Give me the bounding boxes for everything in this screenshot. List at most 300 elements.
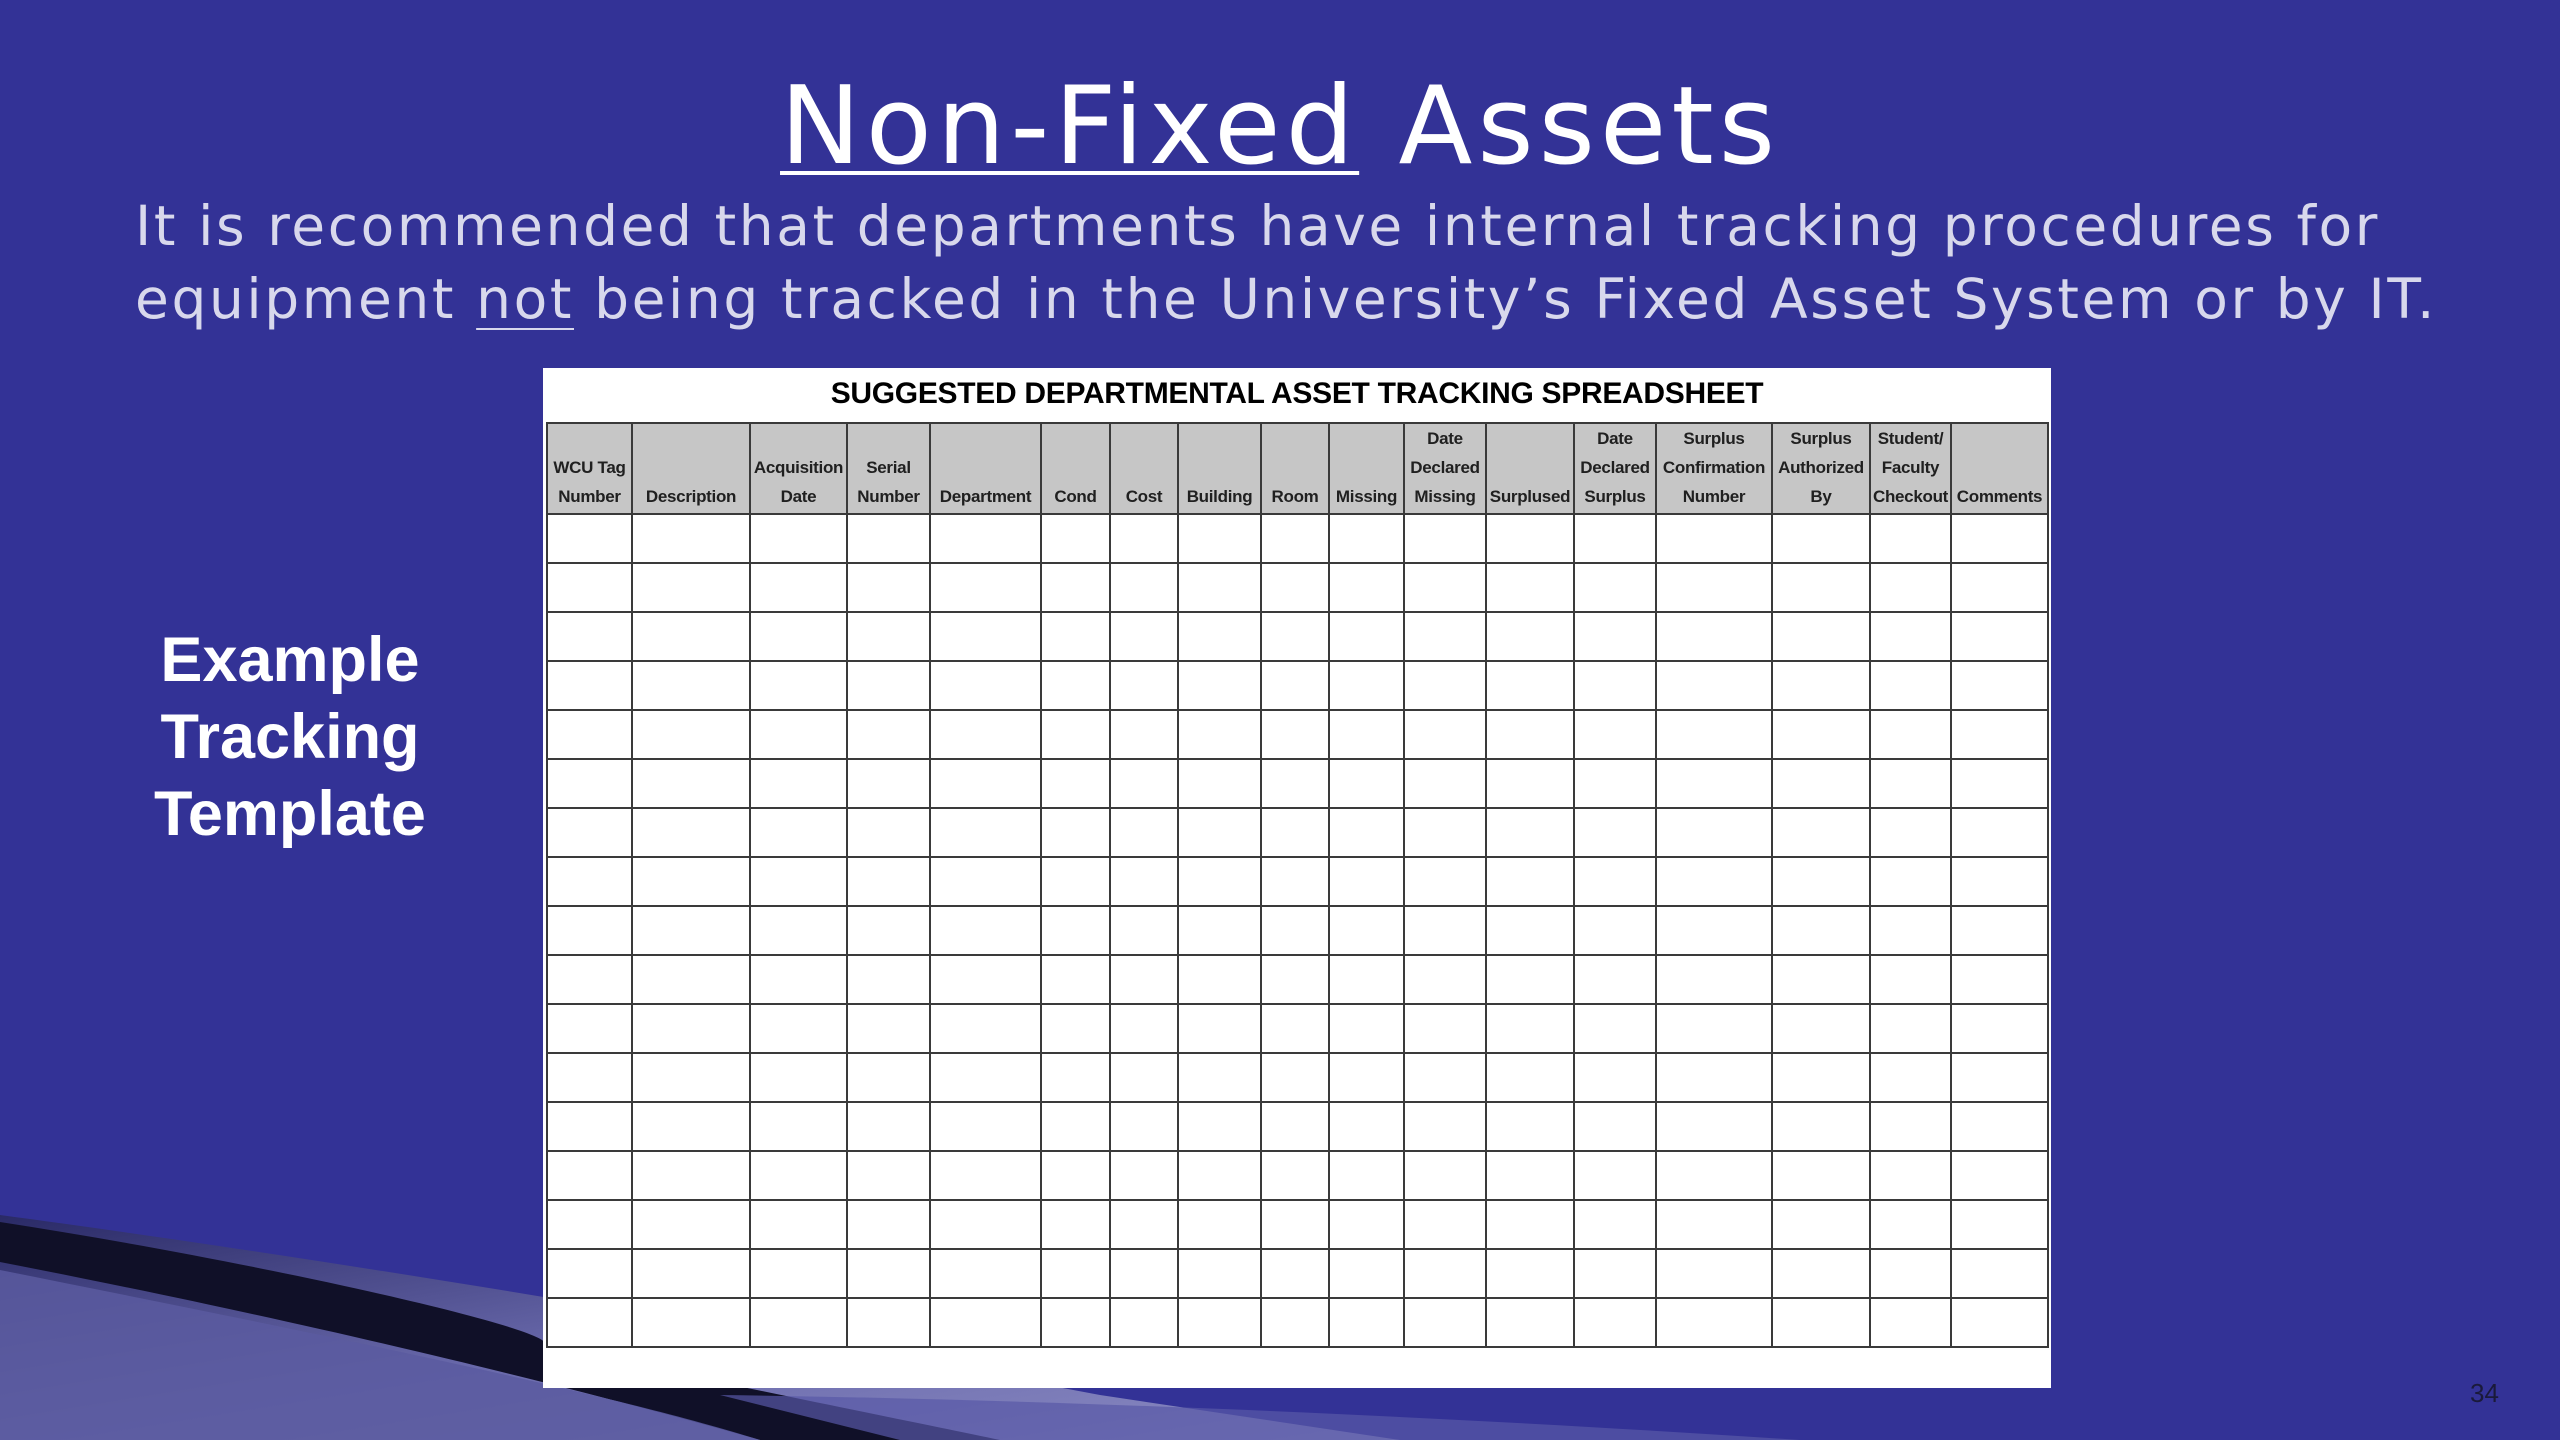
table-cell xyxy=(1656,1249,1772,1298)
table-cell xyxy=(1041,1298,1110,1347)
table-cell xyxy=(1772,759,1870,808)
table-cell xyxy=(1041,1004,1110,1053)
table-cell xyxy=(1486,1151,1574,1200)
table-cell xyxy=(547,808,632,857)
table-cell xyxy=(1951,1151,2048,1200)
column-header: WCU Tag Number xyxy=(547,423,632,514)
table-cell xyxy=(1178,1053,1261,1102)
table-cell xyxy=(1951,710,2048,759)
page-number: 34 xyxy=(2470,1378,2499,1408)
table-cell xyxy=(1951,1200,2048,1249)
table-cell xyxy=(1870,1200,1951,1249)
tracking-spreadsheet xyxy=(543,368,2051,1388)
table-cell xyxy=(1178,514,1261,563)
table-cell xyxy=(1261,955,1329,1004)
table-cell xyxy=(1951,1298,2048,1347)
table-cell xyxy=(1486,906,1574,955)
column-header: Missing xyxy=(1329,423,1404,514)
table-cell xyxy=(1574,514,1656,563)
table-cell xyxy=(930,955,1041,1004)
table-cell xyxy=(1772,612,1870,661)
table-cell xyxy=(1404,1151,1486,1200)
table-cell xyxy=(1486,514,1574,563)
table-cell xyxy=(930,808,1041,857)
table-cell xyxy=(1261,612,1329,661)
table-cell xyxy=(1870,906,1951,955)
table-cell xyxy=(1110,759,1178,808)
table-cell xyxy=(1772,710,1870,759)
column-header: Date Declared Surplus xyxy=(1574,423,1656,514)
column-header: Building xyxy=(1178,423,1261,514)
table-cell xyxy=(1870,710,1951,759)
table-cell xyxy=(750,1004,847,1053)
table-cell xyxy=(1404,1053,1486,1102)
table-cell xyxy=(1951,612,2048,661)
column-header: Date Declared Missing xyxy=(1404,423,1486,514)
table-cell xyxy=(1178,857,1261,906)
table-cell xyxy=(632,710,750,759)
table-cell xyxy=(1574,612,1656,661)
table-cell xyxy=(632,661,750,710)
table-cell xyxy=(547,710,632,759)
table-cell xyxy=(1178,955,1261,1004)
table-cell xyxy=(1178,612,1261,661)
table-cell xyxy=(632,1151,750,1200)
table-row xyxy=(547,1102,2048,1151)
table-cell xyxy=(1486,1200,1574,1249)
table-cell xyxy=(930,759,1041,808)
table-cell xyxy=(1041,1200,1110,1249)
slide-title xyxy=(0,62,2560,192)
table-row xyxy=(547,1298,2048,1347)
table-cell xyxy=(547,1249,632,1298)
table-cell xyxy=(1574,808,1656,857)
table-cell xyxy=(1329,710,1404,759)
table-row xyxy=(547,955,2048,1004)
table-cell xyxy=(632,1298,750,1347)
table-cell xyxy=(1041,1249,1110,1298)
table-cell xyxy=(930,563,1041,612)
table-cell xyxy=(1951,1004,2048,1053)
table-row xyxy=(547,1053,2048,1102)
column-header: Comments xyxy=(1951,423,2048,514)
table-cell xyxy=(1110,612,1178,661)
table-cell xyxy=(547,1053,632,1102)
table-cell xyxy=(1041,1053,1110,1102)
table-cell xyxy=(750,1200,847,1249)
table-cell xyxy=(1486,955,1574,1004)
table-cell xyxy=(1329,759,1404,808)
table-cell xyxy=(750,857,847,906)
table-cell xyxy=(1178,1298,1261,1347)
table-cell xyxy=(1574,955,1656,1004)
table-cell xyxy=(1329,1004,1404,1053)
table-cell xyxy=(1486,612,1574,661)
table-cell xyxy=(1041,759,1110,808)
table-cell xyxy=(1870,1053,1951,1102)
column-header: Surplused xyxy=(1486,423,1574,514)
table-cell xyxy=(1404,612,1486,661)
table-cell xyxy=(1178,1200,1261,1249)
table-cell xyxy=(1329,514,1404,563)
table-cell xyxy=(1404,1298,1486,1347)
table-row xyxy=(547,1004,2048,1053)
column-header: Surplus Authorized By xyxy=(1772,423,1870,514)
table-cell xyxy=(1870,1004,1951,1053)
table-cell xyxy=(1574,759,1656,808)
table-cell xyxy=(1486,1053,1574,1102)
side-label: Example Tracking Template xyxy=(154,625,426,849)
table-cell xyxy=(1951,808,2048,857)
table-cell xyxy=(1041,661,1110,710)
spreadsheet-table xyxy=(546,422,2049,1348)
table-cell xyxy=(1486,1004,1574,1053)
table-cell xyxy=(1870,563,1951,612)
table-cell xyxy=(1329,808,1404,857)
table-cell xyxy=(930,1151,1041,1200)
table-cell xyxy=(1261,514,1329,563)
table-cell xyxy=(547,1004,632,1053)
table-cell xyxy=(1110,1053,1178,1102)
table-cell xyxy=(1329,1151,1404,1200)
table-cell xyxy=(1656,1151,1772,1200)
table-cell xyxy=(1772,857,1870,906)
table-cell xyxy=(1178,759,1261,808)
table-cell xyxy=(1178,906,1261,955)
table-cell xyxy=(1329,1053,1404,1102)
table-cell xyxy=(1951,759,2048,808)
table-cell xyxy=(1329,955,1404,1004)
table-cell xyxy=(1656,955,1772,1004)
table-cell xyxy=(1041,808,1110,857)
table-cell xyxy=(1574,1298,1656,1347)
table-cell xyxy=(1772,955,1870,1004)
column-header: Department xyxy=(930,423,1041,514)
table-cell xyxy=(1261,1102,1329,1151)
table-cell xyxy=(1951,661,2048,710)
table-cell xyxy=(547,1298,632,1347)
table-cell xyxy=(632,1249,750,1298)
table-cell xyxy=(930,612,1041,661)
table-cell xyxy=(1656,906,1772,955)
table-cell xyxy=(1656,1053,1772,1102)
table-cell xyxy=(1178,808,1261,857)
table-cell xyxy=(1329,1102,1404,1151)
table-cell xyxy=(632,955,750,1004)
table-cell xyxy=(1870,1102,1951,1151)
table-cell xyxy=(1951,1102,2048,1151)
table-cell xyxy=(847,1004,930,1053)
table-cell xyxy=(750,710,847,759)
table-cell xyxy=(632,514,750,563)
table-cell xyxy=(1951,955,2048,1004)
table-cell xyxy=(930,514,1041,563)
table-cell xyxy=(547,906,632,955)
table-cell xyxy=(1870,661,1951,710)
table-cell xyxy=(1404,857,1486,906)
table-cell xyxy=(1178,1151,1261,1200)
table-cell xyxy=(1486,710,1574,759)
table-cell xyxy=(930,1249,1041,1298)
table-cell xyxy=(930,1102,1041,1151)
table-cell xyxy=(1574,710,1656,759)
table-cell xyxy=(1329,563,1404,612)
table-cell xyxy=(1041,906,1110,955)
table-cell xyxy=(1110,514,1178,563)
column-header: Cond xyxy=(1041,423,1110,514)
table-row xyxy=(547,808,2048,857)
table-cell xyxy=(1110,857,1178,906)
table-cell xyxy=(1404,1102,1486,1151)
table-cell xyxy=(750,661,847,710)
table-cell xyxy=(1870,1298,1951,1347)
table-cell xyxy=(632,759,750,808)
table-row xyxy=(547,612,2048,661)
table-cell xyxy=(1329,661,1404,710)
table-cell xyxy=(1772,1249,1870,1298)
table-cell xyxy=(1870,1249,1951,1298)
table-cell xyxy=(1261,1004,1329,1053)
table-cell xyxy=(1041,514,1110,563)
table-cell xyxy=(1178,563,1261,612)
table-cell xyxy=(1951,563,2048,612)
table-cell xyxy=(930,661,1041,710)
slide-subtitle xyxy=(135,190,2515,336)
table-cell xyxy=(1772,1200,1870,1249)
table-cell xyxy=(1656,1102,1772,1151)
table-cell xyxy=(1329,612,1404,661)
table-cell xyxy=(547,1151,632,1200)
table-row xyxy=(547,661,2048,710)
table-cell xyxy=(1951,1053,2048,1102)
table-row xyxy=(547,710,2048,759)
table-cell xyxy=(847,514,930,563)
table-cell xyxy=(750,906,847,955)
table-cell xyxy=(1110,1004,1178,1053)
table-cell xyxy=(632,1102,750,1151)
table-row xyxy=(547,563,2048,612)
table-cell xyxy=(1486,759,1574,808)
table-cell xyxy=(1951,514,2048,563)
table-cell xyxy=(1486,1102,1574,1151)
table-cell xyxy=(1656,857,1772,906)
table-cell xyxy=(632,1200,750,1249)
table-cell xyxy=(750,1249,847,1298)
table-cell xyxy=(847,1151,930,1200)
table-cell xyxy=(1178,1004,1261,1053)
subtitle-text-2: being tracked in the University’s Fixed Asset System or by IT. xyxy=(574,267,2438,331)
column-header: Serial Number xyxy=(847,423,930,514)
table-cell xyxy=(1329,857,1404,906)
table-cell xyxy=(1110,563,1178,612)
table-cell xyxy=(1772,1102,1870,1151)
table-cell xyxy=(1870,955,1951,1004)
table-cell xyxy=(1261,661,1329,710)
table-cell xyxy=(1178,710,1261,759)
table-cell xyxy=(930,1004,1041,1053)
table-cell xyxy=(1404,808,1486,857)
table-cell xyxy=(1261,1298,1329,1347)
table-cell xyxy=(1404,906,1486,955)
table-cell xyxy=(1110,1151,1178,1200)
table-cell xyxy=(1261,1200,1329,1249)
table-cell xyxy=(1574,1053,1656,1102)
table-cell xyxy=(632,563,750,612)
table-cell xyxy=(847,1249,930,1298)
table-cell xyxy=(1110,808,1178,857)
column-header: Student/ Faculty Checkout xyxy=(1870,423,1951,514)
table-cell xyxy=(1178,1249,1261,1298)
table-cell xyxy=(632,1004,750,1053)
table-cell xyxy=(1329,1200,1404,1249)
table-cell xyxy=(1404,563,1486,612)
table-cell xyxy=(1404,955,1486,1004)
table-cell xyxy=(1574,661,1656,710)
table-cell xyxy=(1041,563,1110,612)
table-cell xyxy=(1041,955,1110,1004)
table-cell xyxy=(1261,710,1329,759)
table-cell xyxy=(547,1102,632,1151)
table-cell xyxy=(1404,1004,1486,1053)
table-cell xyxy=(750,955,847,1004)
table-cell xyxy=(1772,661,1870,710)
table-cell xyxy=(1041,1102,1110,1151)
table-cell xyxy=(1329,906,1404,955)
table-row xyxy=(547,857,2048,906)
table-row xyxy=(547,906,2048,955)
table-body xyxy=(547,514,2048,1347)
table-row xyxy=(547,1249,2048,1298)
table-cell xyxy=(1656,612,1772,661)
table-cell xyxy=(1110,1102,1178,1151)
table-cell xyxy=(547,514,632,563)
table-cell xyxy=(750,1102,847,1151)
table-cell xyxy=(1329,1249,1404,1298)
table-cell xyxy=(1110,1200,1178,1249)
table-cell xyxy=(750,563,847,612)
column-header: Acquisition Date xyxy=(750,423,847,514)
table-cell xyxy=(1041,612,1110,661)
table-cell xyxy=(1772,514,1870,563)
table-cell xyxy=(847,906,930,955)
table-cell xyxy=(547,563,632,612)
table-cell xyxy=(750,612,847,661)
table-cell xyxy=(1110,710,1178,759)
table-cell xyxy=(1772,563,1870,612)
table-cell xyxy=(1486,1298,1574,1347)
table-cell xyxy=(632,857,750,906)
table-cell xyxy=(1772,906,1870,955)
table-cell xyxy=(547,955,632,1004)
table-cell xyxy=(1110,955,1178,1004)
table-cell xyxy=(1656,563,1772,612)
table-cell xyxy=(1870,1151,1951,1200)
table-cell xyxy=(1178,661,1261,710)
table-cell xyxy=(1870,857,1951,906)
table-cell xyxy=(1261,808,1329,857)
subtitle-emphasis: not xyxy=(476,267,574,331)
table-cell xyxy=(632,906,750,955)
table-cell xyxy=(1261,857,1329,906)
table-cell xyxy=(1041,1151,1110,1200)
table-cell xyxy=(547,857,632,906)
table-cell xyxy=(1656,1298,1772,1347)
table-cell xyxy=(1486,661,1574,710)
table-row xyxy=(547,1200,2048,1249)
table-cell xyxy=(1772,1053,1870,1102)
table-cell xyxy=(930,1200,1041,1249)
table-cell xyxy=(847,857,930,906)
table-cell xyxy=(930,857,1041,906)
table-cell xyxy=(1261,1249,1329,1298)
table-cell xyxy=(632,1053,750,1102)
table-cell xyxy=(847,759,930,808)
table-cell xyxy=(1574,857,1656,906)
table-cell xyxy=(1110,1298,1178,1347)
table-cell xyxy=(1656,1004,1772,1053)
table-cell xyxy=(547,612,632,661)
table-cell xyxy=(1951,1249,2048,1298)
table-cell xyxy=(1656,710,1772,759)
table-cell xyxy=(930,710,1041,759)
table-cell xyxy=(1870,612,1951,661)
table-cell xyxy=(1656,1200,1772,1249)
table-cell xyxy=(547,1200,632,1249)
table-row xyxy=(547,1151,2048,1200)
table-cell xyxy=(847,563,930,612)
table-cell xyxy=(847,1053,930,1102)
table-row xyxy=(547,514,2048,563)
table-cell xyxy=(1404,661,1486,710)
table-cell xyxy=(1404,1200,1486,1249)
table-cell xyxy=(847,661,930,710)
table-cell xyxy=(632,612,750,661)
table-cell xyxy=(1870,514,1951,563)
table-cell xyxy=(1261,563,1329,612)
table-cell xyxy=(1110,661,1178,710)
table-cell xyxy=(1772,1151,1870,1200)
table-cell xyxy=(847,1200,930,1249)
table-cell xyxy=(1951,906,2048,955)
table-cell xyxy=(632,808,750,857)
table-cell xyxy=(930,1053,1041,1102)
column-header: Surplus Confirmation Number xyxy=(1656,423,1772,514)
table-cell xyxy=(1656,514,1772,563)
table-cell xyxy=(1041,710,1110,759)
table-cell xyxy=(1574,1102,1656,1151)
table-cell xyxy=(847,1298,930,1347)
table-cell xyxy=(1574,1249,1656,1298)
table-cell xyxy=(847,955,930,1004)
table-cell xyxy=(1656,759,1772,808)
table-cell xyxy=(1261,1053,1329,1102)
table-cell xyxy=(547,759,632,808)
table-cell xyxy=(750,1151,847,1200)
table-cell xyxy=(1329,1298,1404,1347)
table-cell xyxy=(1261,906,1329,955)
table-cell xyxy=(1261,759,1329,808)
table-cell xyxy=(547,661,632,710)
table-cell xyxy=(1772,808,1870,857)
table-cell xyxy=(1870,808,1951,857)
table-cell xyxy=(930,1298,1041,1347)
table-cell xyxy=(1110,1249,1178,1298)
slide-title-underlined: Non-Fixed xyxy=(780,64,1360,189)
table-cell xyxy=(1261,1151,1329,1200)
table-cell xyxy=(1574,1200,1656,1249)
table-cell xyxy=(1486,857,1574,906)
table-cell xyxy=(1404,710,1486,759)
